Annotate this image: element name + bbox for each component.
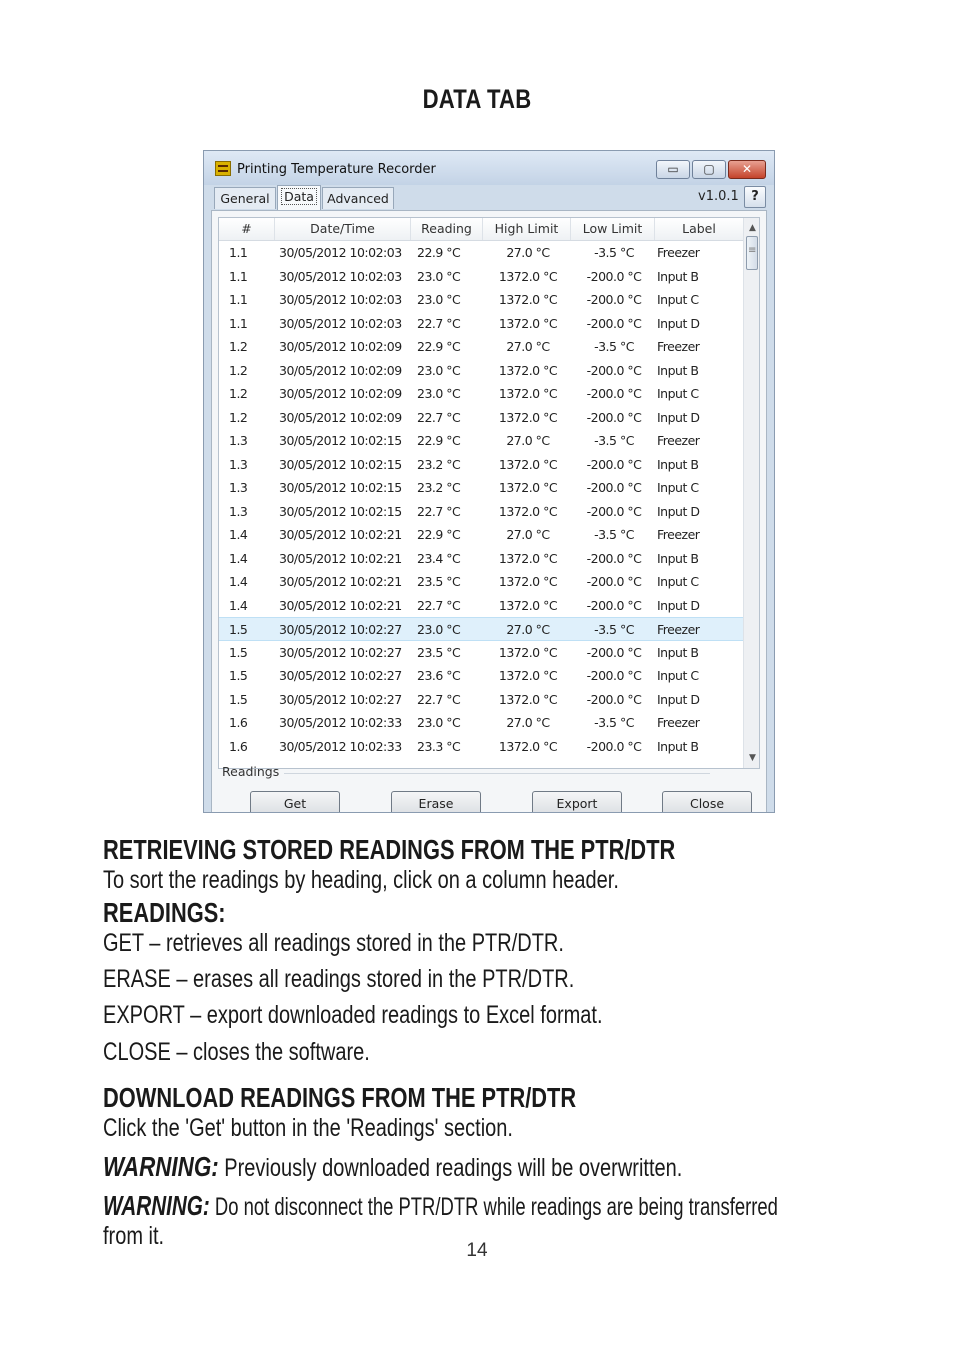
cell-number: 1.2	[229, 339, 248, 354]
cell-datetime: 30/05/2012 10:02:15	[279, 456, 402, 472]
cell-number: 1.4	[229, 527, 248, 542]
cell-label: Input B	[657, 268, 699, 284]
download-text: Click the 'Get' button in the 'Readings' section.	[103, 1114, 513, 1142]
cell-low-limit: -200.0 °C	[586, 597, 642, 613]
table-row[interactable]	[219, 288, 743, 312]
cell-high-limit: 27.0 °C	[506, 622, 550, 637]
cell-number: 1.5	[229, 691, 248, 707]
close-description: CLOSE – closes the software.	[103, 1038, 370, 1066]
version-label: v1.0.1	[698, 189, 739, 204]
cell-low-limit: -200.0 °C	[586, 503, 642, 519]
maximize-button[interactable]: ▢	[692, 160, 726, 179]
table-row[interactable]	[219, 594, 743, 618]
table-row[interactable]	[219, 359, 743, 383]
cell-low-limit: -3.5 °C	[594, 433, 634, 448]
cell-label: Freezer	[657, 527, 700, 542]
table-row[interactable]	[219, 453, 743, 477]
cell-number: 1.3	[229, 503, 248, 519]
cell-low-limit: -200.0 °C	[586, 550, 642, 566]
cell-low-limit: -200.0 °C	[586, 362, 642, 378]
table-row[interactable]	[219, 500, 743, 524]
cell-label: Freezer	[657, 339, 700, 354]
cell-high-limit: 1372.0 °C	[498, 597, 558, 613]
table-row[interactable]	[219, 641, 743, 665]
cell-label: Input D	[657, 503, 700, 519]
cell-high-limit: 27.0 °C	[506, 715, 550, 730]
cell-low-limit: -200.0 °C	[586, 738, 642, 754]
cell-number: 1.3	[229, 433, 248, 448]
close-button[interactable]: Close	[662, 791, 752, 813]
title-bar[interactable]	[204, 151, 774, 185]
cell-low-limit: -200.0 °C	[586, 480, 642, 495]
tab-general[interactable]: General	[214, 187, 276, 209]
page-number: 14	[466, 1240, 488, 1261]
cell-number: 1.5	[229, 644, 248, 660]
cell-low-limit: -200.0 °C	[586, 644, 642, 660]
cell-label: Freezer	[657, 433, 700, 448]
warning-1-text: Previously downloaded readings will be overwritten.	[218, 1154, 683, 1182]
cell-high-limit: 27.0 °C	[506, 339, 550, 354]
readings-group-label: Readings	[222, 764, 280, 779]
cell-datetime: 30/05/2012 10:02:03	[279, 315, 402, 331]
cell-high-limit: 1372.0 °C	[498, 315, 558, 331]
cell-low-limit: -200.0 °C	[586, 456, 642, 472]
cell-reading: 22.7 °C	[417, 597, 461, 613]
cell-high-limit: 27.0 °C	[506, 527, 550, 542]
scroll-thumb[interactable]	[746, 236, 758, 270]
scroll-up-icon[interactable]: ▲	[749, 223, 756, 233]
cell-reading: 22.7 °C	[417, 503, 461, 519]
app-window	[203, 150, 775, 813]
cell-label: Input D	[657, 315, 700, 331]
cell-low-limit: -3.5 °C	[594, 245, 634, 260]
cell-label: Input D	[657, 409, 700, 425]
cell-datetime: 30/05/2012 10:02:09	[279, 386, 402, 401]
cell-reading: 23.2 °C	[417, 480, 461, 495]
cell-high-limit: 1372.0 °C	[498, 268, 558, 284]
column-header-reading[interactable]: Reading	[411, 218, 483, 240]
cell-datetime: 30/05/2012 10:02:27	[279, 691, 402, 707]
cell-number: 1.3	[229, 456, 248, 472]
table-row[interactable]	[219, 664, 743, 688]
cell-reading: 23.3 °C	[417, 738, 461, 754]
table-row[interactable]	[219, 429, 743, 453]
cell-number: 1.1	[229, 245, 248, 260]
cell-low-limit: -200.0 °C	[586, 574, 642, 589]
cell-number: 1.4	[229, 597, 248, 613]
cell-high-limit: 1372.0 °C	[498, 456, 558, 472]
warning-2-continuation: from it.	[103, 1222, 165, 1250]
cell-number: 1.5	[229, 668, 248, 683]
cell-datetime: 30/05/2012 10:02:33	[279, 715, 402, 730]
tab-data[interactable]	[277, 185, 321, 210]
data-tab-panel	[211, 210, 767, 813]
table-row[interactable]	[219, 617, 743, 641]
cell-high-limit: 1372.0 °C	[498, 691, 558, 707]
table-row[interactable]	[219, 406, 743, 430]
table-row[interactable]	[219, 570, 743, 594]
cell-datetime: 30/05/2012 10:02:09	[279, 339, 402, 354]
cell-label: Input B	[657, 644, 699, 660]
help-button[interactable]: ?	[744, 186, 766, 208]
cell-datetime: 30/05/2012 10:02:27	[279, 644, 402, 660]
cell-reading: 23.0 °C	[417, 622, 461, 637]
cell-low-limit: -200.0 °C	[586, 668, 642, 683]
cell-reading: 22.7 °C	[417, 315, 461, 331]
cell-high-limit: 27.0 °C	[506, 433, 550, 448]
table-row[interactable]	[219, 241, 743, 265]
column-header-datetime[interactable]: Date/Time	[275, 218, 411, 240]
cell-high-limit: 1372.0 °C	[498, 738, 558, 754]
cell-high-limit: 1372.0 °C	[498, 668, 558, 683]
cell-number: 1.2	[229, 386, 248, 401]
download-heading: DOWNLOAD READINGS FROM THE PTR/DTR	[103, 1082, 577, 1113]
cell-label: Input C	[657, 668, 699, 683]
cell-label: Input C	[657, 386, 699, 401]
cell-label: Freezer	[657, 622, 700, 637]
app-icon	[215, 161, 231, 176]
cell-reading: 22.9 °C	[417, 433, 461, 448]
readings-group-divider	[284, 773, 710, 774]
cell-datetime: 30/05/2012 10:02:03	[279, 292, 402, 307]
column-header-low-limit[interactable]: Low Limit	[571, 218, 655, 240]
cell-number: 1.4	[229, 574, 248, 589]
tab-data-label: Data	[281, 188, 317, 205]
cell-number: 1.1	[229, 268, 248, 284]
cell-label: Input B	[657, 362, 699, 378]
cell-number: 1.1	[229, 292, 248, 307]
cell-number: 1.6	[229, 715, 248, 730]
cell-high-limit: 1372.0 °C	[498, 386, 558, 401]
cell-high-limit: 1372.0 °C	[498, 503, 558, 519]
warning-2	[103, 1190, 778, 1222]
cell-number: 1.6	[229, 738, 248, 754]
close-window-button[interactable]: ✕	[728, 160, 766, 179]
readings-grid[interactable]	[218, 217, 760, 769]
cell-number: 1.1	[229, 315, 248, 331]
cell-reading: 23.0 °C	[417, 715, 461, 730]
cell-label: Input D	[657, 597, 700, 613]
cell-datetime: 30/05/2012 10:02:21	[279, 550, 402, 566]
table-row[interactable]	[219, 476, 743, 500]
tab-advanced[interactable]: Advanced	[322, 187, 394, 209]
table-row[interactable]	[219, 312, 743, 336]
cell-datetime: 30/05/2012 10:02:15	[279, 503, 402, 519]
export-button[interactable]: Export	[532, 791, 622, 813]
cell-datetime: 30/05/2012 10:02:33	[279, 738, 402, 754]
cell-datetime: 30/05/2012 10:02:21	[279, 574, 402, 589]
table-row[interactable]	[219, 735, 743, 759]
cell-high-limit: 1372.0 °C	[498, 574, 558, 589]
cell-number: 1.5	[229, 622, 248, 637]
erase-description: ERASE – erases all readings stored in the PTR/DTR.	[103, 965, 575, 993]
cell-reading: 22.9 °C	[417, 245, 461, 260]
cell-low-limit: -200.0 °C	[586, 268, 642, 284]
warning-1-label: WARNING:	[103, 1151, 219, 1182]
cell-label: Freezer	[657, 715, 700, 730]
cell-reading: 23.4 °C	[417, 550, 461, 566]
cell-datetime: 30/05/2012 10:02:15	[279, 433, 402, 448]
table-row[interactable]	[219, 688, 743, 712]
cell-high-limit: 1372.0 °C	[498, 644, 558, 660]
warning-2-text: Do not disconnect the PTR/DTR while readings are being transferred	[209, 1193, 778, 1221]
cell-reading: 23.0 °C	[417, 362, 461, 378]
cell-high-limit: 1372.0 °C	[498, 292, 558, 307]
cell-label: Input D	[657, 691, 700, 707]
cell-high-limit: 27.0 °C	[506, 245, 550, 260]
readings-heading: READINGS:	[103, 897, 226, 928]
cell-label: Input C	[657, 574, 699, 589]
page-title: DATA TAB	[422, 84, 532, 114]
table-row[interactable]	[219, 523, 743, 547]
cell-reading: 22.7 °C	[417, 409, 461, 425]
retrieving-heading: RETRIEVING STORED READINGS FROM THE PTR/DTR	[103, 834, 676, 865]
cell-label: Input C	[657, 480, 699, 495]
cell-reading: 23.2 °C	[417, 456, 461, 472]
table-row[interactable]	[219, 711, 743, 735]
retrieving-text: To sort the readings by heading, click on a column header.	[103, 866, 619, 894]
cell-datetime: 30/05/2012 10:02:09	[279, 362, 402, 378]
cell-reading: 23.0 °C	[417, 386, 461, 401]
cell-datetime: 30/05/2012 10:02:09	[279, 409, 402, 425]
cell-label: Input C	[657, 292, 699, 307]
cell-label: Input B	[657, 456, 699, 472]
vertical-scrollbar[interactable]	[743, 218, 760, 768]
cell-datetime: 30/05/2012 10:02:27	[279, 622, 402, 637]
get-description: GET – retrieves all readings stored in the PTR/DTR.	[103, 929, 564, 957]
cell-low-limit: -3.5 °C	[594, 339, 634, 354]
cell-reading: 23.6 °C	[417, 668, 461, 683]
warning-2-label: WARNING:	[103, 1190, 210, 1221]
cell-reading: 23.0 °C	[417, 268, 461, 284]
table-row[interactable]	[219, 382, 743, 406]
cell-high-limit: 1372.0 °C	[498, 362, 558, 378]
cell-label: Freezer	[657, 245, 700, 260]
cell-datetime: 30/05/2012 10:02:03	[279, 268, 402, 284]
erase-button[interactable]: Erase	[391, 791, 481, 813]
grid-header	[219, 218, 743, 241]
table-row[interactable]	[219, 265, 743, 289]
cell-reading: 22.9 °C	[417, 527, 461, 542]
cell-high-limit: 1372.0 °C	[498, 480, 558, 495]
cell-number: 1.2	[229, 409, 248, 425]
cell-datetime: 30/05/2012 10:02:15	[279, 480, 402, 495]
table-row[interactable]	[219, 335, 743, 359]
column-header-number[interactable]: #	[219, 218, 275, 240]
cell-low-limit: -3.5 °C	[594, 715, 634, 730]
cell-reading: 23.0 °C	[417, 292, 461, 307]
cell-number: 1.3	[229, 480, 248, 495]
column-header-label[interactable]: Label	[682, 221, 716, 236]
cell-datetime: 30/05/2012 10:02:27	[279, 668, 402, 683]
cell-label: Input B	[657, 550, 699, 566]
cell-low-limit: -200.0 °C	[586, 315, 642, 331]
column-header-high-limit[interactable]: High Limit	[483, 218, 571, 240]
cell-high-limit: 1372.0 °C	[498, 550, 558, 566]
cell-low-limit: -200.0 °C	[586, 386, 642, 401]
window-title: Printing Temperature Recorder	[237, 162, 436, 177]
warning-1	[103, 1151, 682, 1183]
cell-label: Input B	[657, 738, 699, 754]
cell-reading: 22.7 °C	[417, 691, 461, 707]
table-row[interactable]	[219, 547, 743, 571]
cell-datetime: 30/05/2012 10:02:21	[279, 597, 402, 613]
cell-datetime: 30/05/2012 10:02:21	[279, 527, 402, 542]
cell-reading: 23.5 °C	[417, 574, 461, 589]
cell-low-limit: -200.0 °C	[586, 409, 642, 425]
cell-number: 1.4	[229, 550, 248, 566]
export-description: EXPORT – export downloaded readings to Excel format.	[103, 1001, 603, 1029]
cell-low-limit: -3.5 °C	[594, 622, 634, 637]
minimize-button[interactable]: ▭	[656, 160, 690, 179]
cell-number: 1.2	[229, 362, 248, 378]
cell-high-limit: 1372.0 °C	[498, 409, 558, 425]
get-button[interactable]: Get	[250, 791, 340, 813]
cell-reading: 23.5 °C	[417, 644, 461, 660]
cell-reading: 22.9 °C	[417, 339, 461, 354]
cell-low-limit: -3.5 °C	[594, 527, 634, 542]
scroll-down-icon[interactable]: ▼	[749, 753, 756, 763]
cell-datetime: 30/05/2012 10:02:03	[279, 245, 402, 260]
cell-low-limit: -200.0 °C	[586, 292, 642, 307]
cell-low-limit: -200.0 °C	[586, 691, 642, 707]
